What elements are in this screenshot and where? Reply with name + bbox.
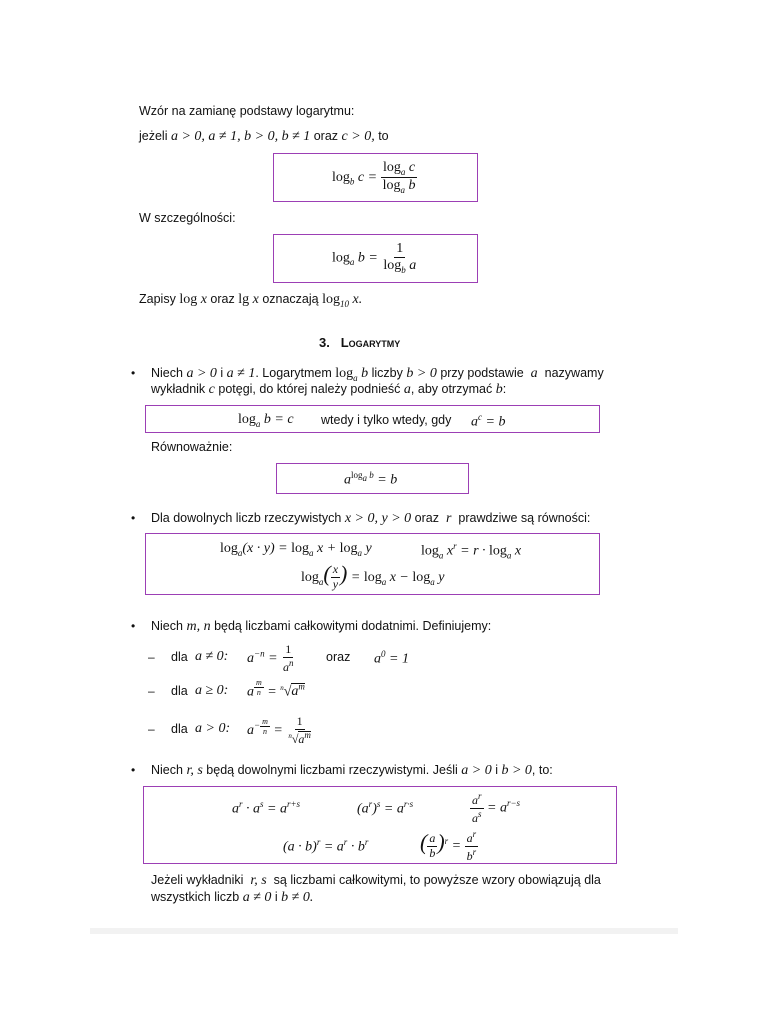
page-bottom-shadow <box>90 928 678 934</box>
change-of-base-formula-box <box>273 153 478 202</box>
power-rules-box <box>143 786 617 864</box>
bullet-icon: • <box>131 763 136 777</box>
change-of-base-formula: $\log_b c$ = $\frac{\log_a c}{\log_a b}$ <box>332 160 416 195</box>
exponent-definition-intro: Niech m, n będą liczbami całkowitymi dodatnimi. Definiujemy: <box>151 619 492 634</box>
log-definition-line1: Niech a > 0 i a ≠ 1. Logarytmem $\log_a b$ liczby b > 0 przy podstawie a nazywamy <box>151 366 604 383</box>
change-of-base-title: Wzór na zamianę podstawy logarytmu: <box>139 104 355 118</box>
special-case-formula-box <box>273 234 478 283</box>
power-rules-intro: Niech r, s będą dowolnymi liczbami rzeczywistymi. Jeśli a > 0 i b > 0, to: <box>151 763 553 778</box>
dash-icon: – <box>148 650 155 664</box>
power-product-rule: $a^r \cdot a^s = a^{r+s}$ <box>232 799 301 817</box>
quotient-power-rule: ( $\frac{a}{b}$ )$^r$ = $\frac{a^r}{b^r}$ <box>420 829 477 863</box>
power-of-power-rule: $(a^r)^s = a^{r\cdot s}$ <box>357 799 414 817</box>
log-properties-box <box>145 533 600 595</box>
section-heading: 3. Logarytmy <box>319 335 401 350</box>
log-definition-iff: wtedy i tylko wtedy, gdy <box>321 413 452 427</box>
log-power-rule: $\log_a x^r = r \cdot \log_a x$ <box>421 541 522 561</box>
power-quotient-rule: $\frac{a^r}{a^s}$ = $a^{r-s}$ <box>472 791 521 825</box>
log-definition-formula: $\log_a b = c$ <box>238 412 294 429</box>
log-properties-intro: Dla dowolnych liczb rzeczywistych x > 0, y > 0 oraz r prawdziwe są równości: <box>151 511 591 526</box>
bullet-icon: • <box>131 366 136 380</box>
integer-exponents-note-line2: wszystkich liczb a ≠ 0 i b ≠ 0. <box>151 890 314 905</box>
special-case-formula: $\log_a b$ = $\frac{1}{\log_b a}$ <box>332 241 417 275</box>
dash-icon: – <box>148 684 155 698</box>
change-of-base-condition: jeżeli a > 0, a ≠ 1, b > 0, b ≠ 1 oraz c > 0, to <box>139 129 389 144</box>
special-case-label: W szczególności: <box>139 211 236 225</box>
equivalent-formula: $a^{log_a b} = b$ <box>344 470 398 488</box>
log-notation-line: Zapisy log x oraz lg x oznaczają $\log_{10} x$. <box>139 292 363 309</box>
log-definition-line2: wykładnik c potęgi, do której należy podnieść a, aby otrzymać b: <box>151 382 507 397</box>
product-power-rule: $(a \cdot b)^r = a^r \cdot b^r$ <box>283 837 369 855</box>
equivalently-label: Równoważnie: <box>151 440 233 454</box>
bullet-icon: • <box>131 619 136 633</box>
log-product-rule: $\log_a(x \cdot y) = \log_a x + \log_a y$ <box>220 541 372 558</box>
log-quotient-rule: $\log_a$( $\frac{x}{y}$ ) = $\log_a x - \log_a y$ <box>301 561 445 592</box>
log-definition-box <box>145 405 600 433</box>
integer-exponents-note-line1: Jeżeli wykładniki r, s są liczbami całkowitymi, to powyższe wzory obowiązują dla <box>151 873 601 888</box>
bullet-icon: • <box>131 511 136 525</box>
log-definition-power: $a^c = b$ <box>471 412 506 430</box>
equivalent-formula-box <box>276 463 469 494</box>
dash-icon: – <box>148 722 155 736</box>
